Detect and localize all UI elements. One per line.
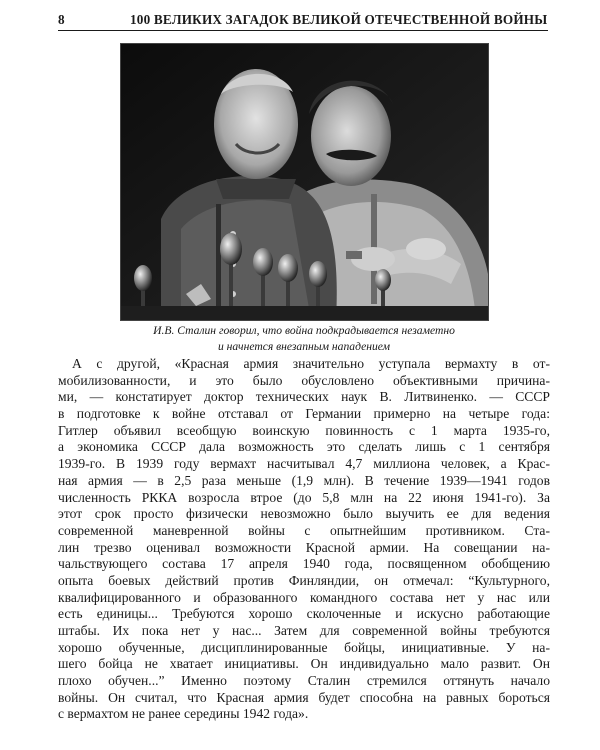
text-line: А с другой, «Красная армия значительно уступала вермахту в от- xyxy=(72,356,550,371)
text-line: численность РККА возросла втрое (до 5,8 млн на 22 июня 1941-го). За xyxy=(58,489,550,505)
text-line: шего бойца не хватает инициативы. Он индивидуально мало развит. Он xyxy=(58,656,550,672)
text-line: современной маневренной войны с опытнейшим противником. Ста- xyxy=(58,522,550,538)
text-line: плохо обучен...” Именно поэтому Сталин стремился оттянуть начало xyxy=(58,673,550,689)
text-line: Гитлер объявил всеобщую воинскую повинность с 1 марта 1935-го, xyxy=(58,422,550,438)
text-line: 1939-го. В 1939 году вермахт насчитывал 4,7 миллиона человек, а Крас- xyxy=(58,456,550,472)
text-line: есть единицы... Требуются хорошо сколоченные и искусно работающие xyxy=(58,606,550,622)
caption-line: И.В. Сталин говорил, что война подкрадывается незаметно xyxy=(153,324,455,337)
caption-line: и начнется внезапным нападением xyxy=(217,340,391,353)
text-line: а экономика СССР дала возможность это сделать лишь с 1 сентября xyxy=(58,439,550,455)
text-line: этот срок просто физически невозможно было выучить ее для ведения xyxy=(58,506,550,522)
photo-caption xyxy=(60,323,548,355)
page-header xyxy=(58,6,548,30)
running-title: 100 ВЕЛИКИХ ЗАГАДОК ВЕЛИКОЙ ОТЕЧЕСТВЕННОЙ ВОЙНЫ xyxy=(130,12,548,27)
text-line: войны. Он считал, что Красная армия будет способна на равных бороться xyxy=(58,689,550,705)
header-rule xyxy=(58,30,548,31)
text-line: штабы. Их пока нет у нас... Затем для современной войны требуются xyxy=(58,623,550,638)
text-line: хорошо обученные, дисциплинированные бойцы, инициативные. У на- xyxy=(58,639,550,655)
text-line: чальствующего состава 17 апреля 1940 года, посвященном обобщению xyxy=(58,556,550,572)
text-line: ная армия — в 2,5 раза меньше (1,9 млн). В течение 1939—1941 годов xyxy=(58,472,550,488)
body-paragraph xyxy=(58,356,550,723)
text-line: опыта боевых действий против Финляндии, он отмечал: “Культурного, xyxy=(58,572,550,588)
historical-photo xyxy=(120,43,489,321)
text-line: с вермахтом не ранее середины 1942 года». xyxy=(58,706,309,722)
text-line: лин трезво оценивал возможности Красной армии. На совещании на- xyxy=(58,539,550,555)
page-number: 8 xyxy=(58,12,65,27)
text-line: ми, — констатирует доктор технических наук В. Литвиненко. — СССР xyxy=(58,389,550,405)
text-line: квалифицированного и образованного командного состава нет у нас или xyxy=(58,589,550,605)
text-line: в подготовке к войне отставал от Германии примерно на четыре года: xyxy=(58,406,550,422)
text-line: мобилизованности, и это было обусловлено объективными причина- xyxy=(58,372,550,388)
